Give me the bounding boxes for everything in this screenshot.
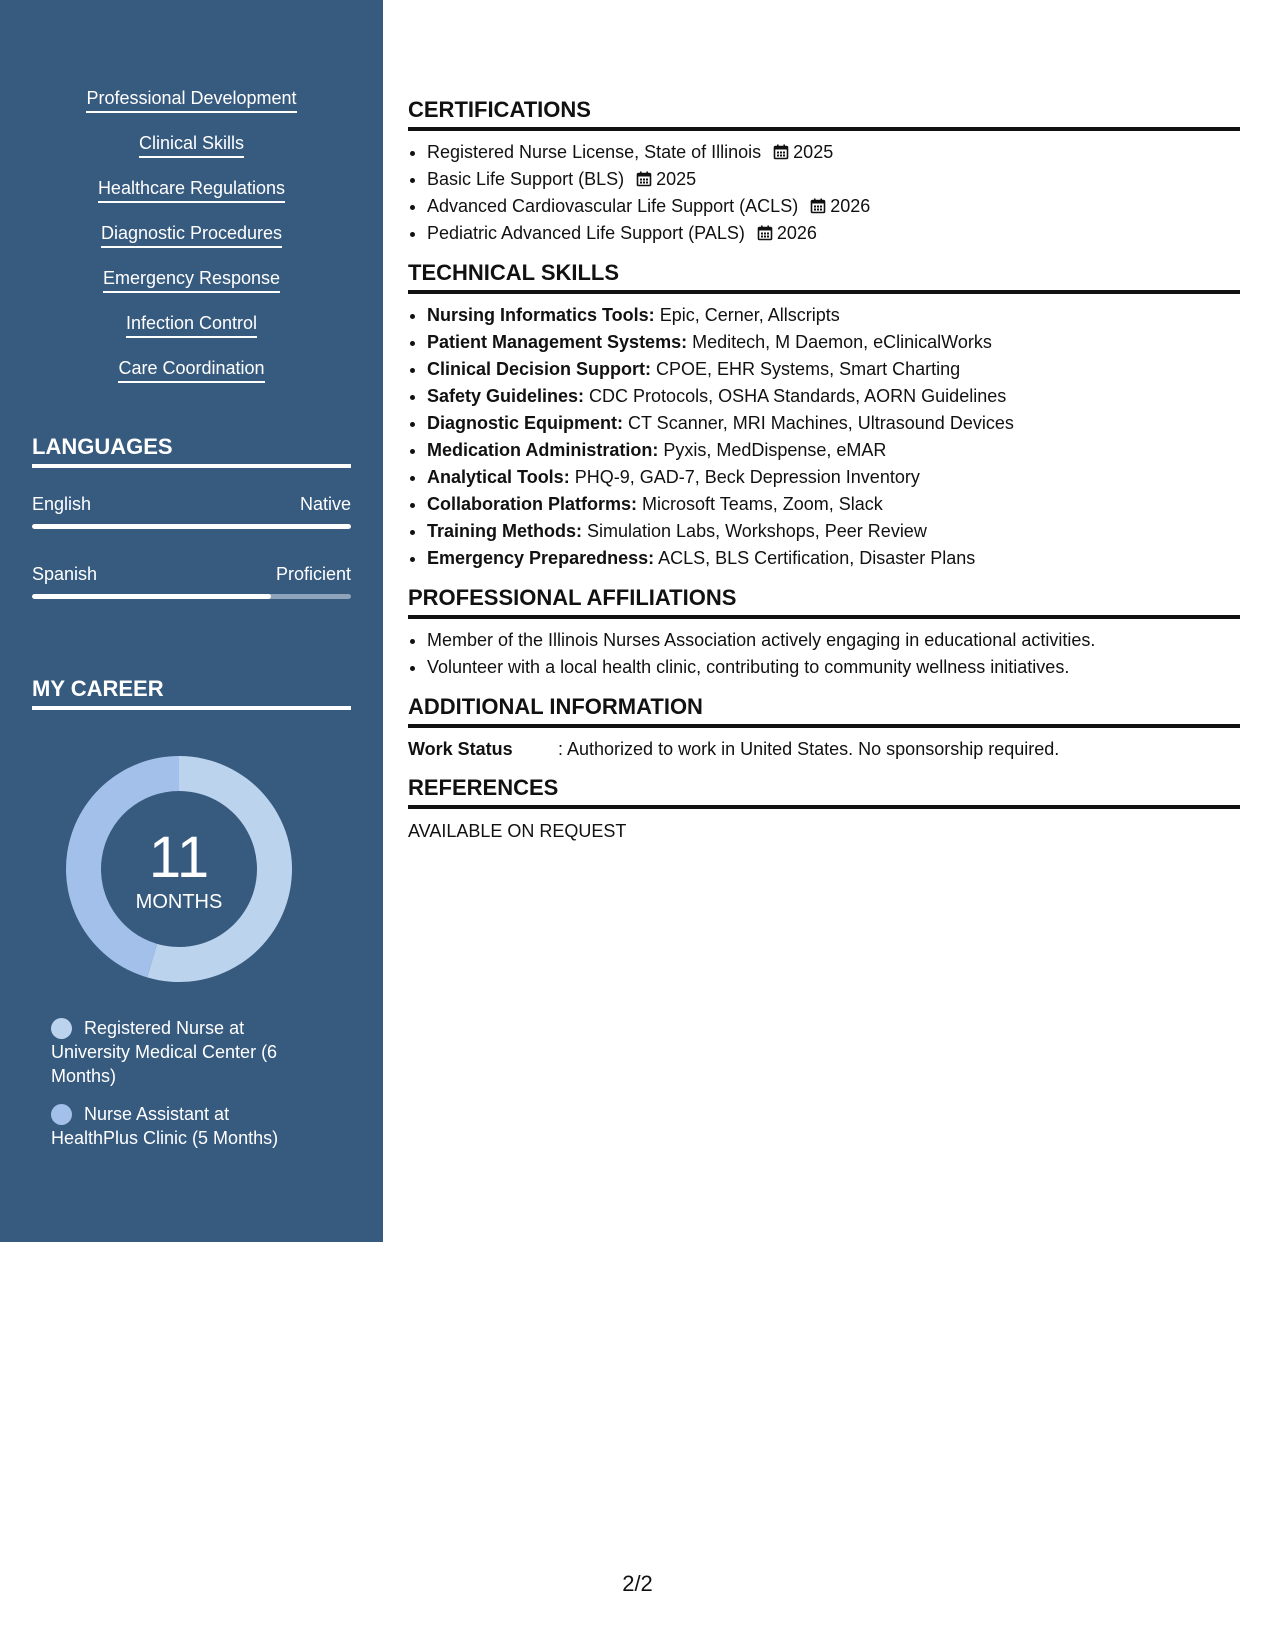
sidebar — [0, 0, 383, 1242]
affiliations-title: PROFESSIONAL AFFILIATIONS — [408, 584, 1240, 619]
technical-skill-label: Safety Guidelines: — [427, 386, 585, 406]
technical-skill-label: Diagnostic Equipment: — [427, 413, 624, 433]
language-fill — [32, 524, 351, 529]
affiliation-item: • Volunteer with a local health clinic, contributing to community wellness initiatives. — [427, 654, 1240, 681]
technical-skill-label: Clinical Decision Support: — [427, 359, 652, 379]
legend-dot-icon — [51, 1104, 72, 1125]
additional-info-section — [408, 693, 1240, 762]
technical-skill-value: PHQ-9, GAD-7, Beck Depression Inventory — [569, 467, 920, 487]
certification-name: Pediatric Advanced Life Support (PALS) — [427, 223, 745, 243]
skill-item — [0, 176, 383, 221]
career-title: MY CAREER — [32, 675, 351, 710]
certifications-list — [408, 139, 1240, 247]
calendar-icon — [757, 225, 773, 241]
technical-skill-value: Epic, Cerner, Allscripts — [654, 305, 840, 325]
career-legend-item — [51, 1102, 311, 1150]
language-bar-spanish — [32, 594, 351, 599]
technical-skill-item — [427, 302, 1240, 329]
certification-year: 2025 — [793, 142, 834, 162]
language-row-spanish — [32, 562, 351, 586]
technical-skill-item — [427, 545, 1240, 572]
technical-skill-value: ACLS, BLS Certification, Disaster Plans — [654, 548, 976, 568]
career-donut — [66, 756, 292, 982]
technical-skill-item — [427, 518, 1240, 545]
language-name: English — [32, 494, 92, 514]
work-status-value: : Authorized to work in United States. No sponsorship required. — [558, 739, 1060, 759]
language-fill — [32, 594, 271, 599]
certification-year: 2026 — [830, 196, 871, 216]
technical-skill-value: CPOE, EHR Systems, Smart Charting — [651, 359, 961, 379]
language-row-english — [32, 492, 351, 516]
affiliations-section — [408, 584, 1240, 681]
technical-skill-value: Microsoft Teams, Zoom, Slack — [637, 494, 883, 514]
language-bar-english — [32, 524, 351, 529]
skill-item — [0, 266, 383, 311]
language-level: Native — [299, 494, 351, 514]
technical-skill-label: Collaboration Platforms: — [427, 494, 638, 514]
technical-skill-label: Training Methods: — [427, 521, 582, 541]
technical-skill-item — [427, 383, 1240, 410]
page-number: 2/2 — [622, 1571, 653, 1596]
language-level: Proficient — [275, 564, 351, 584]
skill-item — [0, 311, 383, 356]
work-status-row — [408, 736, 1240, 762]
technical-skill-value: Pyxis, MedDispense, eMAR — [658, 440, 887, 460]
career-legend-label: Registered Nurse at University Medical Center (6 Months) — [51, 1018, 278, 1086]
technical-skill-label: Medication Administration: — [427, 440, 659, 460]
certifications-title: CERTIFICATIONS — [408, 96, 1240, 131]
calendar-icon — [636, 171, 652, 187]
main-content — [408, 96, 1240, 857]
technical-skill-label: Nursing Informatics Tools: — [427, 305, 655, 325]
technical-skills-list — [408, 302, 1240, 572]
certification-year: 2026 — [776, 223, 817, 243]
career-total: 11 — [148, 825, 210, 890]
skill-item — [0, 86, 383, 131]
technical-skill-item — [427, 464, 1240, 491]
technical-skill-item — [427, 410, 1240, 437]
certification-item — [427, 220, 1240, 247]
career-unit: MONTHS — [135, 891, 223, 913]
technical-skill-label: Patient Management Systems: — [427, 332, 688, 352]
skill-item — [0, 131, 383, 176]
technical-skill-item — [427, 329, 1240, 356]
affiliations-list — [408, 627, 1240, 681]
technical-skill-item — [427, 491, 1240, 518]
language-name: Spanish — [32, 564, 98, 584]
skill-label: Clinical Skills — [139, 131, 244, 158]
skill-item — [0, 221, 383, 266]
affiliation-item: • Member of the Illinois Nurses Association actively engaging in educational activities. — [427, 627, 1240, 654]
references-section — [408, 774, 1240, 845]
calendar-icon — [810, 198, 826, 214]
certification-year: 2025 — [656, 169, 697, 189]
certification-name: Basic Life Support (BLS) — [427, 169, 625, 189]
technical-skill-item — [427, 437, 1240, 464]
certification-item — [427, 166, 1240, 193]
technical-skill-value: Meditech, M Daemon, eClinicalWorks — [687, 332, 992, 352]
skills-list — [0, 86, 383, 401]
certifications-section — [408, 96, 1240, 247]
calendar-icon — [773, 144, 789, 160]
technical-skill-value: CT Scanner, MRI Machines, Ultrasound Devices — [623, 413, 1014, 433]
languages-title: LANGUAGES — [32, 433, 351, 468]
skill-label: Healthcare Regulations — [98, 176, 285, 203]
certification-item — [427, 193, 1240, 220]
work-status-label: Work Status — [408, 739, 513, 759]
career-legend-label: Nurse Assistant at HealthPlus Clinic (5 Months) — [51, 1104, 279, 1148]
skill-item — [0, 356, 383, 401]
skill-label: Diagnostic Procedures — [101, 221, 282, 248]
certification-name: Registered Nurse License, State of Illinois — [427, 142, 762, 162]
certification-item — [427, 139, 1240, 166]
technical-skill-label: Analytical Tools: — [427, 467, 570, 487]
technical-skills-section — [408, 259, 1240, 572]
certification-name: Advanced Cardiovascular Life Support (ACLS) — [427, 196, 799, 216]
technical-skill-item — [427, 356, 1240, 383]
technical-skill-value: Simulation Labs, Workshops, Peer Review — [582, 521, 927, 541]
references-title: REFERENCES — [408, 774, 1240, 809]
skill-label: Professional Development — [86, 86, 296, 113]
technical-skill-value: CDC Protocols, OSHA Standards, AORN Guidelines — [584, 386, 1007, 406]
additional-info-title: ADDITIONAL INFORMATION — [408, 693, 1240, 728]
skill-label: Infection Control — [126, 311, 257, 338]
career-legend — [51, 1016, 311, 1164]
references-text: AVAILABLE ON REQUEST — [408, 821, 627, 841]
legend-dot-icon — [51, 1018, 72, 1039]
technical-skills-title: TECHNICAL SKILLS — [408, 259, 1240, 294]
skill-label: Care Coordination — [118, 356, 264, 383]
career-legend-item — [51, 1016, 311, 1088]
skill-label: Emergency Response — [103, 266, 280, 293]
technical-skill-label: Emergency Preparedness: — [427, 548, 655, 568]
